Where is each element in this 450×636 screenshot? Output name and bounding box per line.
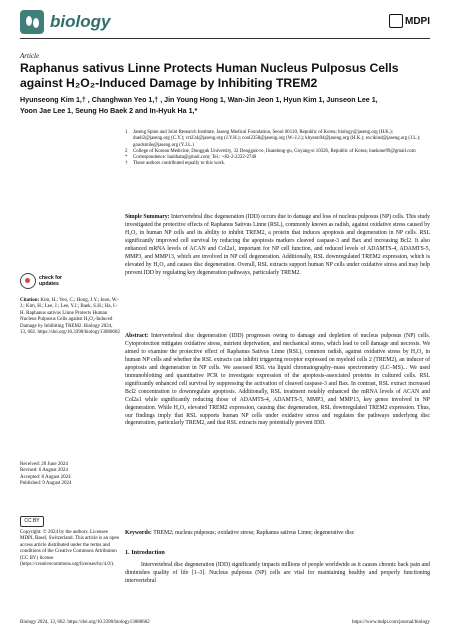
cc-license-icon: CC BY (20, 516, 44, 527)
keywords-label: Keywords: (125, 530, 152, 536)
check-updates-label: check for updates (39, 275, 63, 287)
paper-title: Raphanus sativus Linne Protects Human Nucleus Pulposus Cells against H₂O₂-Induced Damage by Inhibiting TREM2 (20, 61, 399, 90)
page-footer (20, 620, 430, 625)
published-date: Published: 9 August 2024 (20, 481, 72, 487)
keywords (125, 530, 430, 538)
journal-name: biology (50, 12, 111, 31)
revised-date: Revised: 6 August 2024 (20, 468, 68, 474)
journal-url[interactable]: https://www.mdpi.com/journal/biology (351, 620, 430, 625)
abstract-text: Intervertebral disc degeneration (IDD) progresses owing to damage and depletion of nucleus pulposus (NP) cells. Cytoprotection mitigates oxidative stress, nutrient deprivation, and mechanical stress, which lead to cell damage and necrosis. We aimed to examine the protective effect of Raphanus Sativus Linne (RSL), common radish, against oxidative stress by H₂O₂ in human NP cells and whether the RSL extracts can inhibit triggering receptor expressed on myeloid cells 2 (TREM2), an inducer of apoptosis and degeneration in NP cells. We assessed RSL via liquid chromatography–mass spectrometry (LC–MS)... We used immunoblotting and quantitative PCR to investigate expression of the apoptosis-associated proteins in cultured cells. RSL significantly enhanced cell survival by suppressing the activation of cleaved caspase-3 and Bax. In contrast, RSL extract increased Bcl2 concentration to downregulate apoptosis. Additionally, RSL treatment notably enhanced the mRNA levels of ACAN and Col2a1 while significantly reducing those of ADAMTS-4, ADAMTS-5, MMP3, and MMP13, key genes involved in NP degeneration. While H₂O₂ elevated TREM2 expression, causing disc degeneration, RSL downregulated TREM2 expression. Thus, our findings imply that RSL supports human NP cells under oxidative stress and regulates the pathways underlying disc degeneration, particularly TREM2, and that RSL extracts may potentially prevent IDD. (125, 333, 430, 427)
intro-paragraph: Intervertebral disc degeneration (IDD) significantly impacts millions of people worldwide as it causes chronic back pain and diminishes quality of life [1–3]. Nucleus pulposus (NP) cells are vital for maintaining healthy and properly functioning intervertebral (125, 561, 430, 584)
authors-line-1: Hyunseong Kim 1,† , Changhwan Yeo 1,† , Jin Young Hong 1, Wan-Jin Jeon 1, Hyun Kim 1, Junseon Lee 1, (20, 96, 378, 104)
journal-logo-icon (20, 10, 44, 34)
simple-summary (125, 214, 430, 278)
simple-summary-text: Intervertebral disc degeneration (IDD) occurs due to damage and loss of nucleus pulposus (NP) cells. This study investigated the protective effects of Raphanus Sativus Linne (RSL), commonly known as radish, against oxidative stress caused by H₂O₂ in human NP cells and its ability to inhibit TREM2, a protein that induces apoptosis and degeneration in NP cells. RSL significantly improved cell survival by reducing the apoptosis markers cleaved caspase-3 and Bax and increasing Bcl2. It also enhanced mRNA levels of ACAN and Col2a1, important for NP cell function, and reduced levels of ADAMTS-4, ADAMTS-5, MMP3, and MMP13, which are involved in NP cell degeneration. Additionally, RSL downregulated TREM2 expression, which is elevated by H₂O₂ and causes disc degeneration. Overall, RSL extracts support human NP cells under oxidative stress and may help prevent IDD by regulating key degeneration pathways, particularly TREM2. (125, 214, 430, 276)
citation-block (20, 298, 120, 336)
correspondence: * Correspondence: hanihata@gmail.com; Tel.: +82-2-2222-2740 (125, 155, 257, 161)
publisher-logo (389, 14, 430, 28)
accepted-date: Accepted: 8 August 2024 (20, 474, 71, 480)
article-type: Article (20, 52, 40, 60)
check-updates-icon (20, 273, 36, 289)
check-updates-badge[interactable] (20, 273, 79, 289)
license-block (20, 516, 120, 568)
section-heading: 1. Introduction (125, 549, 165, 556)
affiliation-item: 1 Jaseng Spine and Joint Research Institute, Jaseng Medical Foundation, Seoul 06110, Republic of Korea; biology@jaseng.org (H.K.); duell2@jaseng.org (C.Y.); vrt234@jaseng.org (J.Y.H.); cool2358@jaseng.org (W.-J.J.); khyeon94@jaseng.org (H.K.); excikind@jaseng.org (J.L.); goodsmile@jaseng.org (Y.J.L.) (125, 130, 421, 148)
abstract-label: Abstract: (125, 333, 149, 339)
affiliations (125, 130, 430, 168)
dates-block (20, 462, 120, 488)
equal-contribution-note: † These authors contributed equally to this work. (125, 161, 226, 167)
citation-text: Kim, H.; Yeo, C.; Hong, J.Y.; Jeon, W.-J.; Kim, H.; Lee, J.; Lee, Y.J.; Baek, S.H.; Ha, I.-H. Raphanus sativus Linne Protects Human Nucleus Pulposus Cells against H₂O₂-Induced Damage by Inhibiting TREM2. Biology 2024, 13, 602. https://doi.org/10.3390/biology13080602 (20, 298, 120, 336)
introduction-section (125, 549, 430, 586)
header-divider (20, 38, 430, 39)
keywords-text: TREM2; nucleus pulposus; oxidative stress; Raphanus sativus Linne; degenerative disc (153, 530, 355, 536)
mdpi-icon (389, 14, 403, 28)
footer-citation: Biology 2024, 13, 602. https://doi.org/10.3390/biology13080602 (20, 620, 150, 625)
journal-header (20, 10, 110, 34)
author-list (20, 95, 425, 117)
copyright-text: Copyright: © 2024 by the authors. Licensee MDPI, Basel, Switzerland. This article is an open access article distributed under the terms and conditions of the Creative Commons Attribution (CC BY) license (https://creativecommons.org/licenses/by/4.0/). (20, 530, 120, 568)
publisher-name: MDPI (405, 15, 430, 27)
authors-line-2: Yoon Jae Lee 1, Seung Ho Baek 2 and In-Hyuk Ha 1,* (20, 107, 198, 115)
abstract (125, 333, 430, 428)
affiliation-item: 2 College of Korean Medicine, Dongguk University, 32 Dongguk-ro, Ilsandong-gu, Goyang-si 10326, Republic of Korea; baekone99@gmail.com (125, 148, 416, 154)
received-date: Received: 20 June 2024 (20, 462, 68, 467)
simple-summary-label: Simple Summary: (125, 214, 170, 220)
citation-label: Citation: (20, 298, 40, 303)
